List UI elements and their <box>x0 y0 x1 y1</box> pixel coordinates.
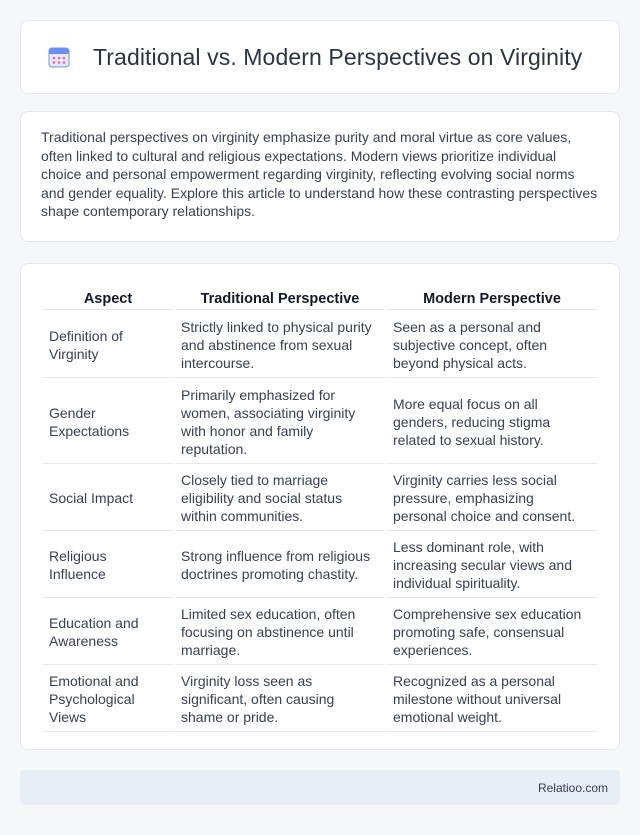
header-modern: Modern Perspective <box>387 286 597 310</box>
cell-aspect: Social Impact <box>43 466 173 531</box>
table-row <box>43 466 597 531</box>
cell-aspect: Religious Influence <box>43 533 173 598</box>
table-row <box>43 312 597 378</box>
table-row <box>43 380 597 464</box>
cell-aspect: Gender Expectations <box>43 380 173 464</box>
cell-aspect: Education and Awareness <box>43 600 173 665</box>
cell-traditional: Limited sex education, often focusing on abstinence until marriage. <box>175 600 385 665</box>
cell-traditional: Strictly linked to physical purity and abstinence from sexual intercourse. <box>175 312 385 378</box>
cell-traditional: Closely tied to marriage eligibility and social status within communities. <box>175 466 385 531</box>
calendar-icon <box>47 45 71 69</box>
header-aspect: Aspect <box>43 286 173 310</box>
comparison-table <box>41 284 599 734</box>
table-row <box>43 600 597 665</box>
cell-modern: Less dominant role, with increasing secular views and individual spirituality. <box>387 533 597 598</box>
page-title: Traditional vs. Modern Perspectives on Virginity <box>93 43 583 70</box>
intro-paragraph: Traditional perspectives on virginity emphasize purity and moral virtue as core values, often linked to cultural and religious expectations. Modern views prioritize individual choice and personal empowerment regarding virginity, reflecting evolving social norms and gender equality. Explore this article to understand how these contrasting perspectives shape contemporary relationships. <box>41 129 598 219</box>
cell-modern: More equal focus on all genders, reducing stigma related to sexual history. <box>387 380 597 464</box>
table-header-row <box>43 286 597 310</box>
cell-modern: Seen as a personal and subjective concept, often beyond physical acts. <box>387 312 597 378</box>
cell-modern: Comprehensive sex education promoting safe, consensual experiences. <box>387 600 597 665</box>
cell-traditional: Primarily emphasized for women, associating virginity with honor and family reputation. <box>175 380 385 464</box>
cell-aspect: Definition of Virginity <box>43 312 173 378</box>
cell-modern: Recognized as a personal milestone without universal emotional weight. <box>387 667 597 732</box>
header-traditional: Traditional Perspective <box>175 286 385 310</box>
cell-aspect: Emotional and Psychological Views <box>43 667 173 732</box>
footer-bar <box>20 770 620 805</box>
comparison-card <box>20 263 620 750</box>
title-card <box>20 20 620 94</box>
footer-brand: Relatioo.com <box>537 780 608 795</box>
cell-traditional: Strong influence from religious doctrines promoting chastity. <box>175 533 385 598</box>
cell-modern: Virginity carries less social pressure, emphasizing personal choice and consent. <box>387 466 597 531</box>
table-row <box>43 667 597 732</box>
cell-traditional: Virginity loss seen as significant, often causing shame or pride. <box>175 667 385 732</box>
intro-card <box>20 111 620 242</box>
table-row <box>43 533 597 598</box>
